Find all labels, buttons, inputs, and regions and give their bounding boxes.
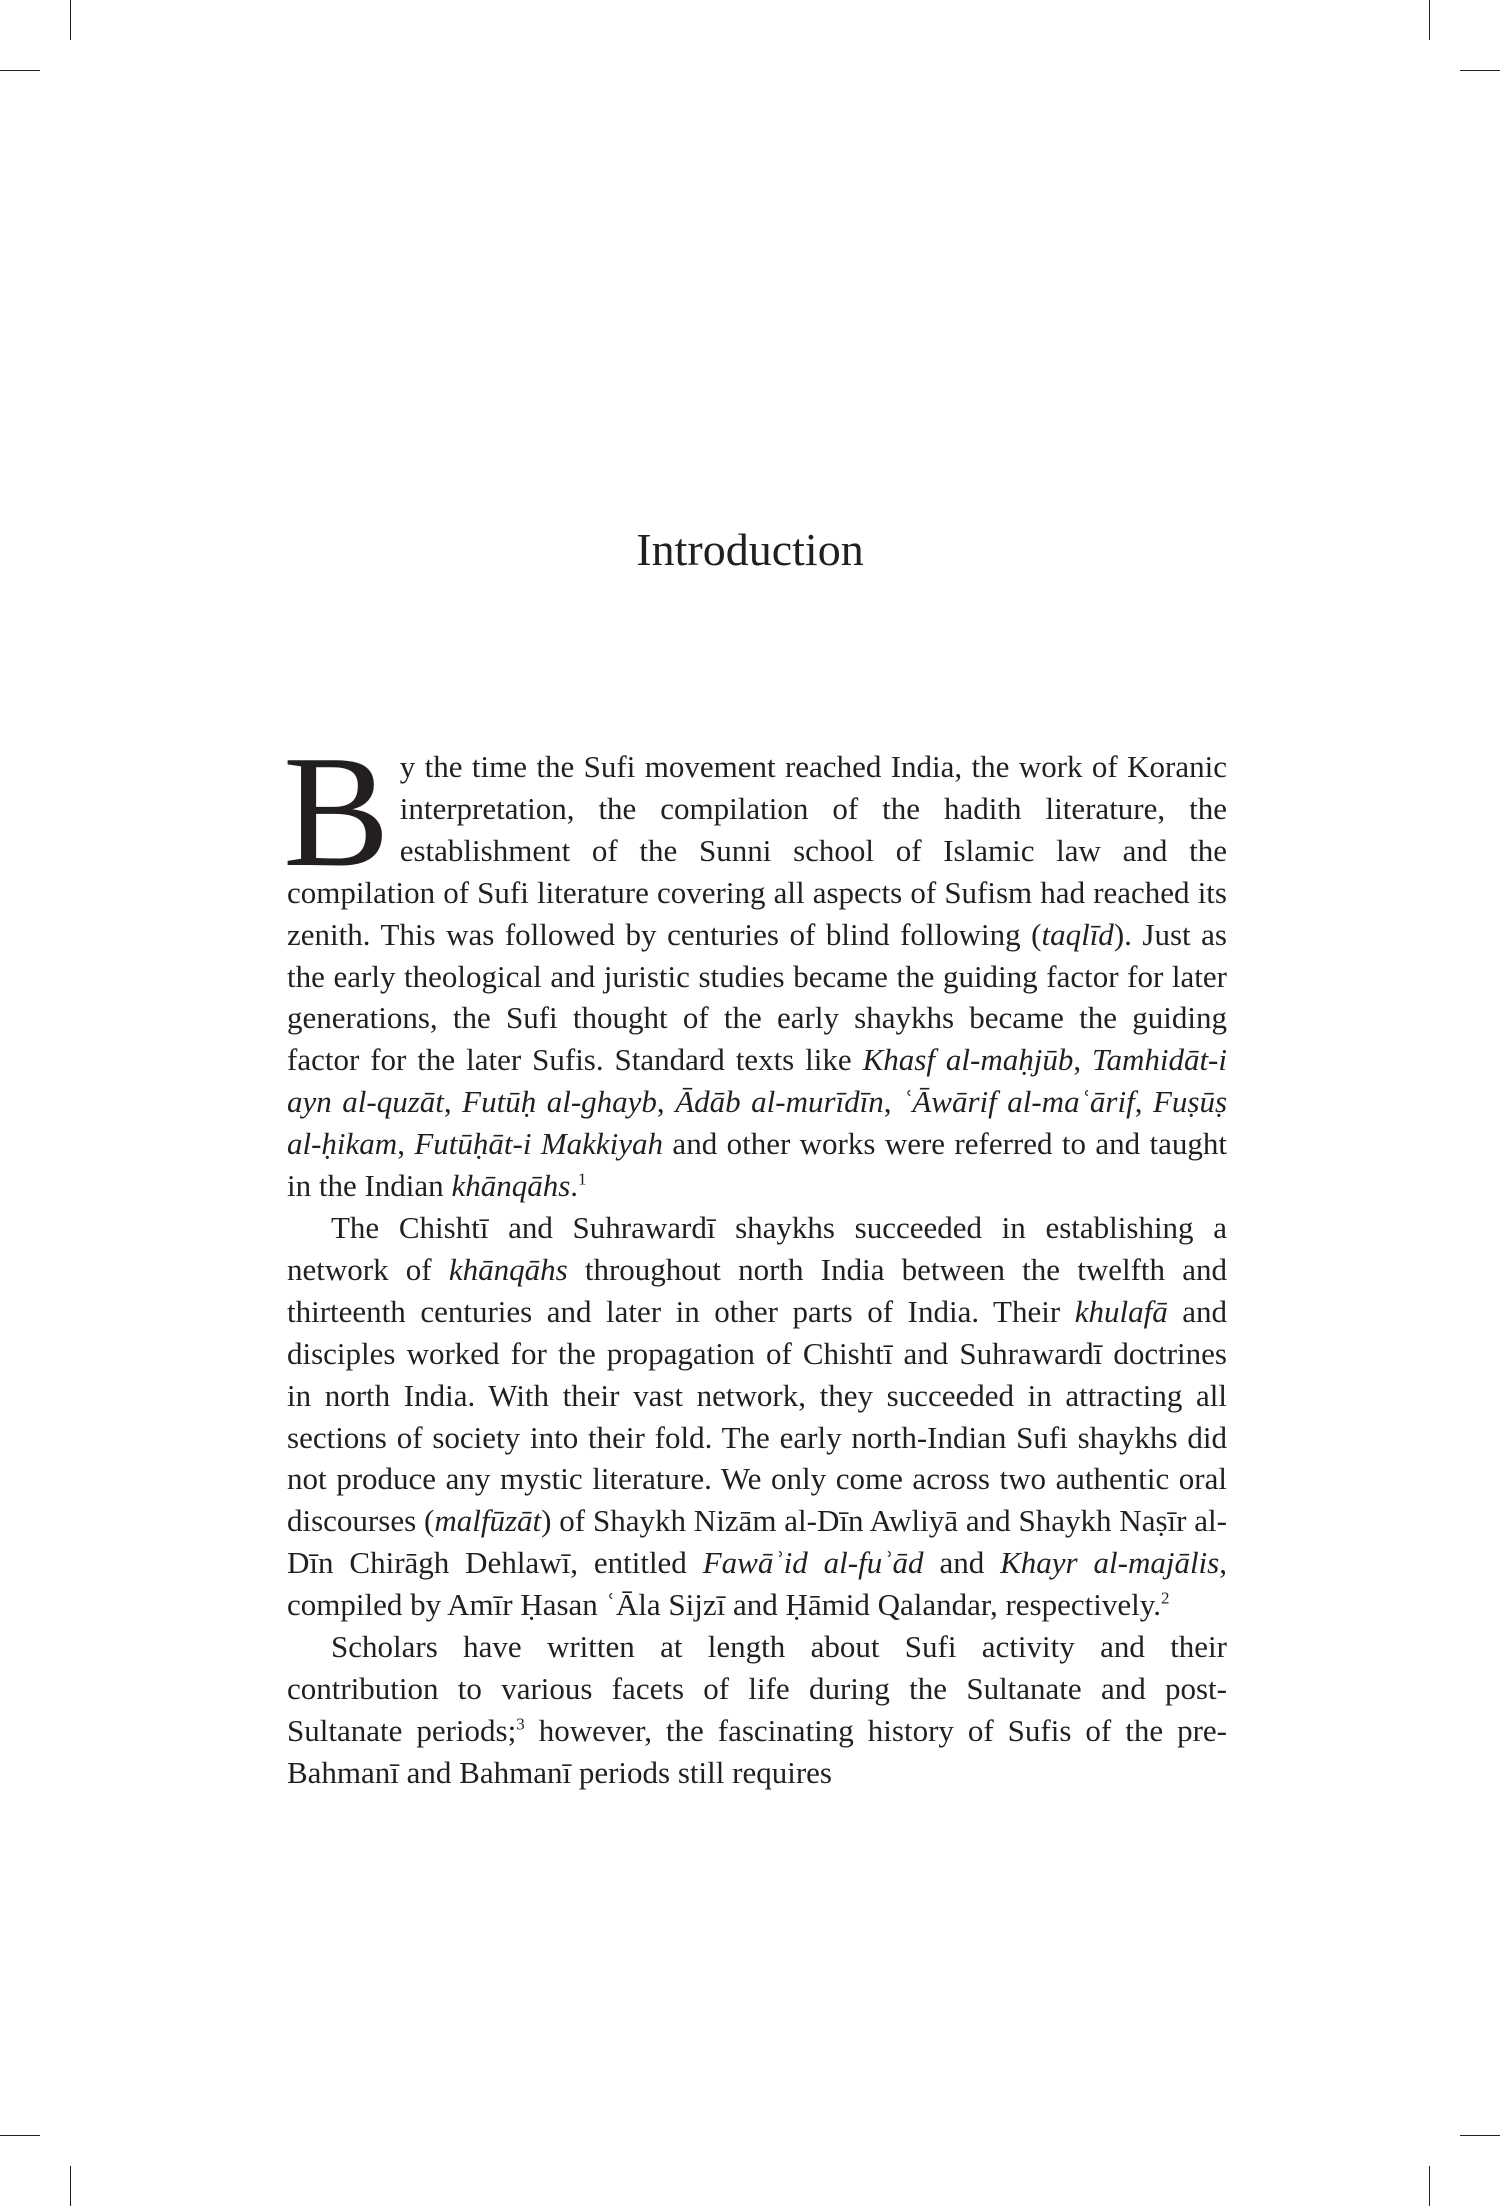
- paragraph-2: The Chishtī and Suhrawardī shaykhs succeeded in establishing a network of khānqāhs throughout north India between the twelfth and thirteenth centuries and later in other parts of India. Their khulafā and disciples worked for the propagation of Chishtī and Suhrawardī doctrines in north India. With their vast network, they succeeded in attracting all sections of society into their fold. The early north-Indian Sufi shaykhs did not produce any mystic literature. We only come across two authentic oral discourses (malfūzāt) of Shaykh Nizām al-Dīn Awliyā and Shaykh Naṣīr al-Dīn Chirāgh Dehlawī, entitled Fawāʾid al-fuʾād and Khayr al-majālis, compiled by Amīr Ḥasan ʿĀla Sijzī and Ḥāmid Qalandar, respectively.$^2$: [287, 1209, 1227, 1623]
- work-title: Khasf al-maḥjūb: [862, 1042, 1074, 1078]
- footnote-ref-1[interactable]: 1: [578, 1169, 587, 1189]
- body-text: [283, 722, 1228, 1794]
- crop-mark-bottom-left-vertical: [70, 2166, 71, 2206]
- footnote-ref-3[interactable]: 3: [516, 1714, 525, 1734]
- crop-mark-bottom-right-vertical: [1429, 2166, 1430, 2206]
- paragraph-1: By the time the Sufi movement reached India, the work of Koranic interpretation, the compilation of the hadith literature, the establishment of the Sunni school of Islamic law and the compilation of Sufi literature covering all aspects of Sufism had reached its zenith. This was followed by centuries of blind following (taqlīd). Just as the early theological and juristic studies became the guiding factor for later generations, the Sufi thought of the early shaykhs became the guiding factor for the later Sufis. Standard texts like Khasf al-maḥjūb, Tamhidāt-i ayn al-quzāt, Futūḥ al-ghayb, Ādāb al-murīdīn, ʿĀwārif al-maʿārif, Fuṣūṣ al-ḥikam, Futūḥāt-i Makkiyah and other works were referred to and taught in the Indian khānqāhs.$^1$: [283, 722, 1228, 1204]
- footnote-ref-2[interactable]: 2: [1160, 1588, 1170, 1608]
- work-title: Fuṣūṣ al-ḥikam: [287, 1084, 1228, 1162]
- work-title: ʿĀwārif al-maʿārif: [902, 1084, 1135, 1120]
- crop-mark-top-right-horizontal: [1460, 70, 1500, 71]
- drop-cap: B: [283, 722, 390, 900]
- crop-mark-top-left-horizontal: [0, 70, 40, 71]
- crop-mark-top-right-vertical: [1429, 0, 1430, 40]
- crop-mark-top-left-vertical: [70, 0, 71, 40]
- crop-mark-bottom-right-horizontal: [1460, 2135, 1500, 2136]
- work-title: Tamhidāt-i ayn al-quzāt: [287, 1042, 1227, 1120]
- crop-mark-bottom-left-horizontal: [0, 2135, 40, 2136]
- work-title: Fawāʾid al-fuʾād: [702, 1545, 924, 1581]
- paragraph-3: Scholars have written at length about Sufi activity and their contribution to various facets of life during the Sultanate and post-Sultanate periods;$^3$ however, the fascinating history of Sufis of the pre-Bahmanī and Bahmanī periods still requires: [287, 1629, 1227, 1790]
- work-title: Futūḥ al-ghayb: [462, 1084, 657, 1120]
- work-title: Futūḥāt-i Makkiyah: [414, 1126, 664, 1162]
- chapter-title: Introduction: [636, 524, 864, 575]
- work-title: Ādāb al-murīdīn: [675, 1084, 884, 1120]
- work-title: Khayr al-majālis: [1000, 1545, 1220, 1581]
